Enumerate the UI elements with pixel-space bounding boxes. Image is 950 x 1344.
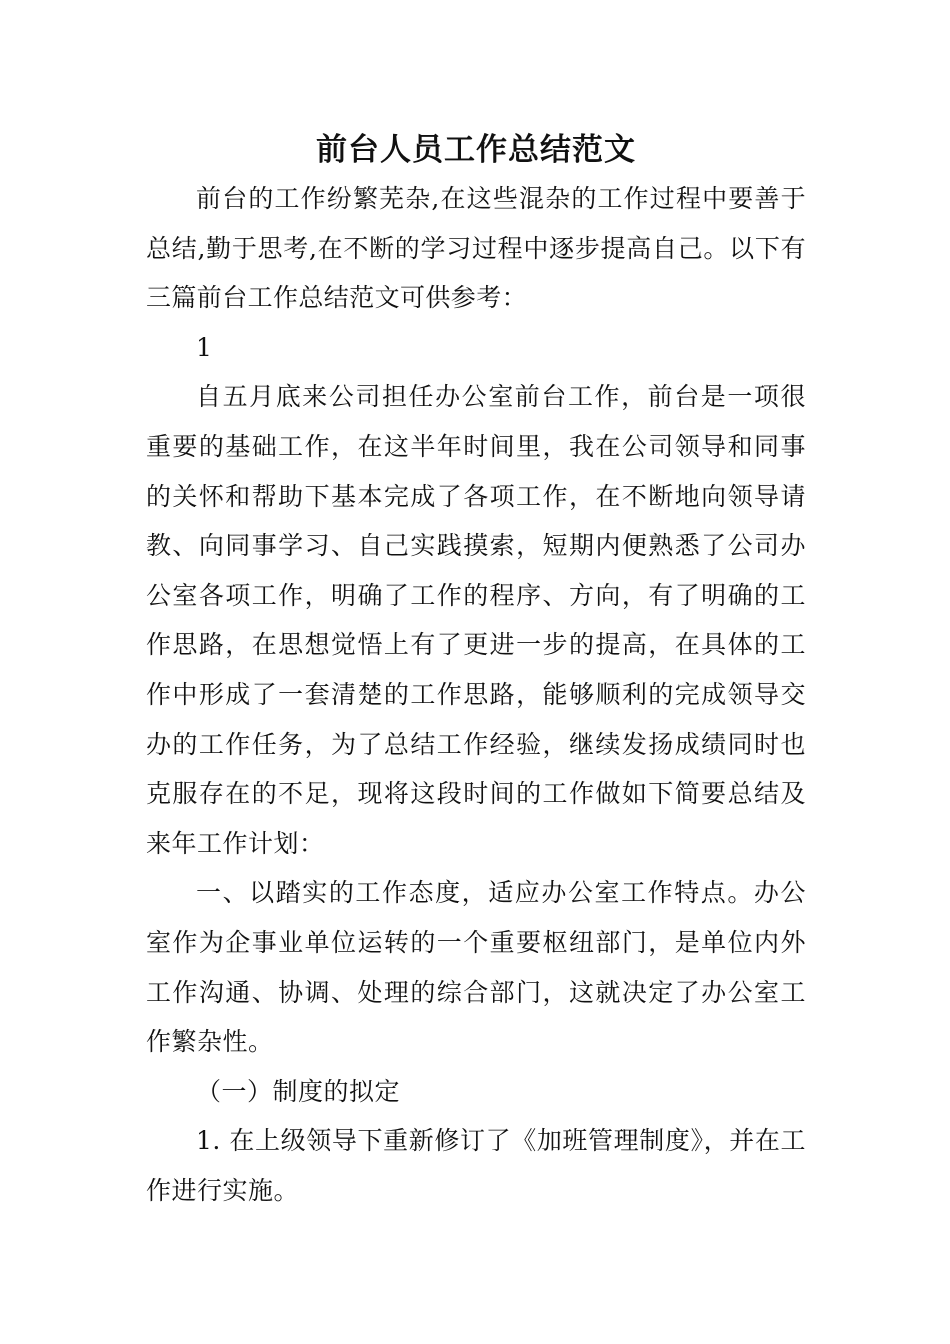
list-item: 1. 在上级领导下重新修订了《加班管理制度》，并在工作进行实施。 — [146, 1126, 806, 1205]
body-paragraph: 自五月底来公司担任办公室前台工作，前台是一项很重要的基础工作，在这半年时间里，我在公司领导和同事的关怀和帮助下基本完成了各项工作，在不断地向领导请教、向同事学习、自己实践摸索，短期内便熟悉了公司办公室各项工作，明确了工作的程序、方向，有了明确的工作思路，在思想觉悟上有了更进一步的提高，在具体的工作中形成了一套清楚的工作思路，能够顺利的完成领导交办的工作任务，为了总结工作经验，继续发扬成绩同时也克服存在的不足，现将这段时间的工作做如下简要总结及来年工作计划： — [146, 382, 806, 858]
body-paragraph: 一、以踏实的工作态度，适应办公室工作特点。办公室作为企事业单位运转的一个重要枢纽部门，是单位内外工作沟通、协调、处理的综合部门，这就决定了办公室工作繁杂性。 — [146, 878, 806, 1057]
intro-paragraph: 前台的工作纷繁芜杂,在这些混杂的工作过程中要善于总结,勤于思考,在不断的学习过程中逐步提高自己。以下有三篇前台工作总结范文可供参考： — [146, 184, 806, 313]
section-number: 1 — [196, 332, 213, 362]
document-title: 前台人员工作总结范文 — [316, 132, 636, 168]
document-body — [146, 126, 806, 1215]
subheading: （一）制度的拟定 — [196, 1076, 401, 1106]
